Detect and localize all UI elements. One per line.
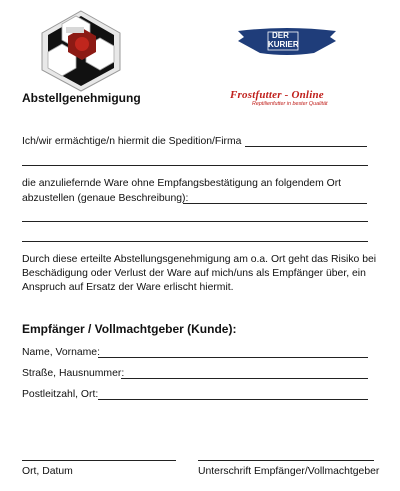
recipient-heading: Empfänger / Vollmachtgeber (Kunde): [22, 322, 237, 336]
courier-logo-text: KURIER [268, 40, 299, 49]
city-field-line[interactable] [98, 399, 368, 400]
name-field-line[interactable] [98, 357, 368, 358]
delivery-text-line1: die anzuliefernde Ware ohne Empfangsbestätigung an folgendem Ort [22, 178, 342, 189]
risk-text-line2: Beschädigung oder Verlust der Ware auf mich/uns als Empfänger über, ein [22, 268, 366, 279]
place-date-field-line[interactable] [22, 460, 176, 461]
signature-field-line[interactable] [198, 460, 374, 461]
company-field-line-2[interactable] [22, 165, 368, 166]
page-title: Abstellgenehmigung [22, 91, 141, 105]
place-date-label: Ort, Datum [22, 466, 73, 477]
street-label: Straße, Hausnummer: [22, 368, 125, 379]
signature-label: Unterschrift Empfänger/Vollmachtgeber [198, 466, 380, 477]
risk-text-line3: Anspruch auf Ersatz der Ware erlischt hiermit. [22, 282, 234, 293]
risk-text-line1: Durch diese erteilte Abstellungsgenehmigung am o.a. Ort geht das Risiko bei [22, 254, 377, 265]
shop-logo: Frostfutter - Online [230, 89, 324, 101]
courier-logo-text: DER [272, 31, 289, 40]
delivery-text-line2: abzustellen (genaue Beschreibung): [22, 193, 189, 204]
name-label: Name, Vorname: [22, 347, 100, 358]
company-field-line[interactable] [245, 146, 367, 147]
location-field-line[interactable] [183, 203, 367, 204]
shop-tagline: Reptilienfutter in bester Qualität [252, 101, 328, 107]
location-field-line-2[interactable] [22, 221, 368, 222]
city-label: Postleitzahl, Ort: [22, 389, 99, 400]
street-field-line[interactable] [121, 378, 368, 379]
location-field-line-3[interactable] [22, 241, 368, 242]
hexagon-logo-icon [36, 8, 126, 92]
authorize-text: Ich/wir ermächtige/n hiermit die Spedition/Firma [22, 136, 242, 147]
